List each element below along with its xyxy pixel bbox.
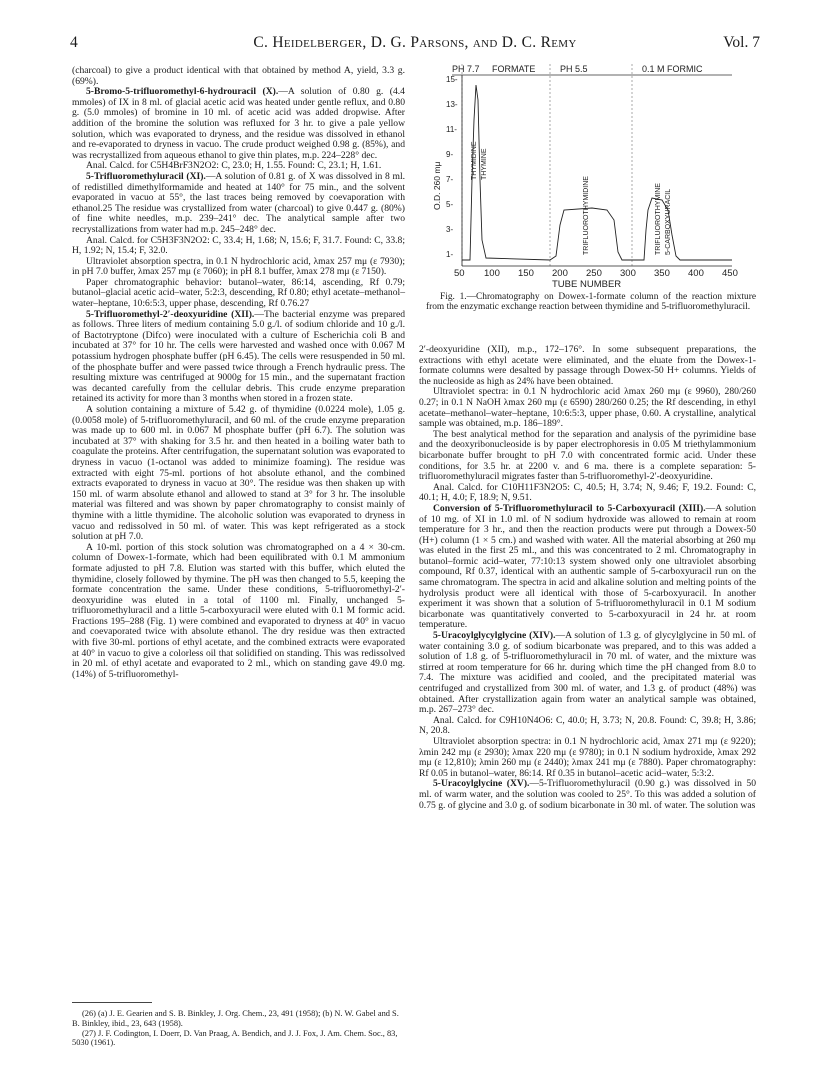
- paragraph: 5-Uracoylglycine (XV).—5-Trifluoromethyluracil (0.90 g.) was dissolved in 50 ml. of warm water, and the solution was cooled to 25°. To this was added a solution of 0.75 g. of glycine and 3.0 g. of sodium bicarbonate in 30 ml. of water. The solution was: [419, 778, 757, 811]
- region-label: 0.1 M FORMIC: [642, 64, 703, 74]
- section-heading: 5-Uracoylglycylglycine (XIV).: [433, 630, 556, 642]
- y-tick-label: 15-: [446, 75, 458, 84]
- section-heading: Conversion of 5-Trifluoromethyluracil to 5-Carboxyuracil (XIII).: [433, 502, 706, 514]
- paragraph: Paper chromatographic behavior: butanol–water, 86:14, ascending, Rf 0.79; butanol–glacial acetic acid–water, 5:2:3, descending, Rf 0.80; ethyl acetate–methanol–water–heptane, 10:6:5:3, upper phase, descending, Rf 0.76.27: [72, 276, 405, 310]
- y-tick-label: 5-: [446, 200, 454, 209]
- section-heading: 5-Trifluoromethyl-2′-deoxyuridine (XII).: [86, 308, 255, 320]
- y-tick-label: 11-: [446, 125, 457, 134]
- running-authors: C. Heidelberger, D. G. Parsons, and D. C. Remy: [253, 34, 577, 51]
- left-column: [72, 66, 405, 680]
- x-tick-label: 400: [688, 268, 704, 279]
- volume-label: Vol. 7: [723, 34, 760, 51]
- peak-label: THYMIDINE: [471, 141, 478, 180]
- y-tick-label: 1-: [446, 250, 454, 259]
- paragraph: 5-Bromo-5-trifluoromethyl-6-hydrouracil (X).—A solution of 0.80 g. (4.4 mmoles) of IX in 8 ml. of glacial acetic acid was heated under gentle reflux, and 0.80 g. (5.0 mmoles) of bromine in 10 ml. of acetic acid was added dropwise. After addition of the bromine the solution was refluxed for 3 hr. to give a pale yellow solution, which was evaporated to dryness, and the residue was dissolved in ethanol and re-evaporated to dryness in vacuo. The crude product weighed 0.98 g. (85%), and was recrystallized from aqueous ethanol to give thin plates, m.p. 224–228° dec.: [72, 86, 405, 161]
- paragraph: Conversion of 5-Trifluoromethyluracil to 5-Carboxyuracil (XIII).—A solution of 10 mg. of XI in 1.0 ml. of N sodium hydroxide was allowed to remain at room temperature for 3 hr., and then the reaction products were put through a Dowex-50 (H+) column (1 × 5 cm.) and washed with water. All the material absorbing at 260 mμ was eluted in the first 25 ml., and this was concentrated to 2 ml. Chromatography in butanol–formic acid–water, 77:10:13 system showed only one ultraviolet absorbing compound, Rf 0.37, identical with an authentic sample of 5-carboxyuracil run on the same chromatogram. The spectra in acid and alkaline solution and melting points of the hydrolysis product were all identical with those of 5-carboxyuracil. In another experiment it was shown that a solution of 5-trifluoromethyluracil in 0.1 M sodium bicarbonate was quantitatively converted to 5-carboxyuracil in 24 hr. at room temperature.: [419, 502, 756, 631]
- chromatography-figure: [432, 60, 760, 288]
- x-tick-label: 150: [518, 268, 534, 279]
- right-column: [419, 345, 756, 811]
- analysis-line: Anal. Calcd. for C5H3F3N2O2: C, 33.4; H, 1.68; N, 15.6; F, 31.7. Found: C, 33.8; H, 1.92; N, 15.4; F, 32.0.: [72, 234, 405, 257]
- figure-caption: [426, 292, 756, 313]
- peak-label: TRIFLUOROTHYMIDINE: [583, 176, 590, 255]
- footnotes: [72, 1002, 405, 1048]
- section-heading: 5-Uracoylglycine (XV).: [433, 778, 530, 790]
- x-tick-label: 450: [722, 268, 738, 279]
- paragraph: 5-Uracoylglycylglycine (XIV).—A solution of 1.3 g. of glycylglycine in 50 ml. of water containing 3.0 g. of sodium bicarbonate was prepared, and to this was added a solution of 1.8 g. of 5-trifluoromethyluracil in 70 ml. of water, and the mixture was stirred at room temperature for 66 hr. during which time the pH changed from 8.0 to 7.4. The mixture was acidified and cooled, and the precipitated material was centrifuged and crystallized from 300 ml. of water, and 1.3 g. of product (48%) was obtained. After crystallization again from water an analytical sample was obtained, m.p. 267–273° dec.: [419, 630, 757, 716]
- paragraph: Ultraviolet absorption spectra, in 0.1 N hydrochloric acid, λmax 257 mμ (ε 7930); in pH 7.0 buffer, λmax 257 mμ (ε 7060); in pH 8.1 buffer, λmax 278 mμ (ε 7150).: [72, 255, 405, 278]
- paragraph: Ultraviolet absorption spectra: in 0.1 N hydrochloric acid, λmax 271 mμ (ε 9220); λmin 242 mμ (ε 2930); λmax 220 mμ (ε 9780); in 0.1 N sodium hydroxide, λmax 292 mμ (ε 12,810); λmin 260 mμ (ε 2440); λmax 241 mμ (ε 7880). Paper chromatography: Rf 0.05 in butanol–water, 86:14. Rf 0.35 in butanol–acetic acid–water, 5:3:2.: [419, 735, 756, 779]
- paragraph: 5-Trifluoromethyluracil (XI).—A solution of 0.81 g. of X was dissolved in 8 ml. of redistilled dimethylformamide and heated at 140° for 75 min., and the solvent evaporated in vacuo at 55°, the last traces being removed by coevaporation with ethanol.25 The residue was crystallized from water (charcoal) to give 0.447 g. (80%) of fine white needles, m.p. 239–241° dec. The analytical sample after two recrystallizations from water had m.p. 245–248° dec.: [72, 170, 406, 235]
- elution-curve: [462, 85, 732, 260]
- region-label: PH 7.7: [452, 64, 480, 74]
- analysis-line: Anal. Calcd. for C9H10N4O6: C, 40.0; H, 3.73; N, 20.8. Found: C, 39.8; H, 3.86; N, 20.8.: [419, 714, 756, 737]
- x-tick-label: 350: [654, 268, 670, 279]
- analysis-line: Anal. Calcd. for C5H4BrF3N2O2: C, 23.0; H, 1.55. Found: C, 23.1; H, 1.61.: [86, 160, 382, 172]
- region-label: PH 5.5: [560, 64, 588, 74]
- y-tick-label: 3-: [446, 225, 454, 234]
- y-axis-label: O.D. 260 mμ: [432, 161, 442, 210]
- peak-label: 5-CARBOXYURACIL: [665, 188, 672, 255]
- region-label: FORMATE: [492, 64, 536, 74]
- x-tick-label: 50: [454, 268, 465, 279]
- analysis-line: Anal. Calcd. for C10H11F3N2O5: C, 40.5; H, 3.74; N, 9.46; F, 19.2. Found: C, 40.1; H, 4.0; F, 18.9; N, 9.51.: [419, 481, 756, 504]
- footnote-rule: [72, 1002, 152, 1003]
- peak-label: TRIFLUOROTHYMINE: [655, 183, 662, 255]
- footnote: (27) J. F. Codington, I. Doerr, D. Van Praag, A. Bendich, and J. J. Fox, J. Am. Chem. Soc., 83, 5030 (1961).: [72, 1028, 398, 1048]
- paragraph: A solution containing a mixture of 5.42 g. of thymidine (0.0224 mole), 1.05 g. (0.0058 mole) of 5-trifluoromethyluracil, and 60 ml. of the crude enzyme preparation was made up to 600 ml. in 0.067 M phosphate buffer (pH 6.7). The solution was incubated at 37° with shaking for 3.5 hr. and then heated in a boiling water bath to coagulate the proteins. After centrifugation, the supernatant solution was evaporated to dryness in vacuo (1-octanol was added to minimize foaming). The residue was extracted with eight 75-ml. portions of hot absolute ethanol, and the combined extracts evaporated to dryness in vacuo at 30°. The residue was then shaken up with 150 ml. of warm absolute ethanol and allowed to stand at 3° for 3 hr. The insoluble material was filtered and was shown by paper chromatography to consist mainly of thymine with a little thymidine. The alcoholic solution was evaporated to dryness in vacuo and redissolved in 50 ml. of water. This was kept refrigerated as a stock solution at pH 7.0.: [72, 404, 406, 543]
- x-tick-label: 300: [620, 268, 636, 279]
- peak-label: THYMINE: [481, 148, 488, 180]
- section-heading: 5-Trifluoromethyluracil (XI).: [86, 170, 206, 182]
- paragraph: 5-Trifluoromethyl-2′-deoxyuridine (XII).—The bacterial enzyme was prepared as follows. Three liters of medium containing 5.0 g./l. of sodium chloride and 10 g./l. of Bactotryptone (Difco) were inoculated with a culture of Escherichia coli B and incubated at 37° for 10 hr. The cells were harvested and washed once with 0.067 M potassium hydrogen phosphate buffer (pH 6.45). The cells were resuspended in 50 ml. of the phosphate buffer and were passed twice through a French hydraulic press. The resulting mixture was centrifuged at 9000g for 15 min., and the supernatant fraction was decanted carefully from the cellular debris. This crude enzyme preparation retained its activity for more than 3 months when stored in a frozen state.: [72, 308, 405, 405]
- paragraph: (charcoal) to give a product identical with that obtained by method A, yield, 3.3 g. (69%).: [72, 65, 405, 87]
- caption-text: Fig. 1.—Chromatography on Dowex-1-formate column of the reaction mixture from the enzymatic exchange reaction between thymidine and 5-trifluoromethyluracil.: [426, 292, 756, 313]
- page-number: 4: [70, 34, 78, 51]
- y-tick-label: 9-: [446, 150, 454, 159]
- x-tick-label: 250: [586, 268, 602, 279]
- x-tick-label: 200: [552, 268, 568, 279]
- section-heading: 5-Bromo-5-trifluoromethyl-6-hydrouracil (X).: [86, 86, 279, 98]
- footnote: (26) (a) J. E. Gearien and S. B. Binkley, J. Org. Chem., 23, 491 (1958); (b) N. W. Gabel and S. B. Binkley, ibid., 23, 643 (1958).: [72, 1009, 399, 1028]
- x-axis-label: TUBE NUMBER: [552, 279, 622, 288]
- paragraph: A 10-ml. portion of this stock solution was chromatographed on a 4 × 30-cm. column of Dowex-1-formate, which had been equilibrated with 0.1 M ammonium formate adjusted to pH 7.8. Elution was started with this buffer, which eluted the thymidine, closely followed by thymine. The pH was then changed to 5.5, keeping the formate concentration the same. Under these conditions, 5-trifluoromethyl-2′-deoxyuridine was eluted in a total of 1100 ml. Finally, unchanged 5-trifluoromethyluracil and a little 5-carboxyuracil were eluted with 0.1 M formic acid. Fractions 195–288 (Fig. 1) were combined and evaporated to dryness at 40° in vacuo and coevaporated twice with absolute ethanol. The dry residue was then extracted with five 30-ml. portions of ethyl acetate, and the combined extracts were evaporated at 40° in vacuo to give a colorless oil that solidified on standing. This was redissolved in 20 ml. of ethyl acetate and evaporated to 2 ml., which on standing gave 49.0 mg. (14%) of 5-trifluoromethyl-: [72, 541, 405, 680]
- paragraph: The best analytical method for the separation and analysis of the pyrimidine base and the deoxyribonucleoside is by paper electrophoresis in 0.05 M triethylammonium bicarbonate buffer brought to pH 7.0 with concentrated formic acid. Under these conditions, for 3.5 hr. at 2200 v. and 6 ma. there is a complete separation: 5-trifluoromethyluracil migrates faster than 5-trifluoromethyl-2′-deoxyuridine.: [419, 428, 756, 483]
- y-tick-label: 7-: [446, 175, 454, 184]
- paragraph: 2′-deoxyuridine (XII), m.p., 172–176°. In some subsequent preparations, the extractions with ethyl acetate were eliminated, and the eluate from the Dowex-1-formate columns were desalted by passage through Dowex-50 H+ columns. Yields of the nucleoside as high as 24% have been obtained.: [419, 344, 756, 387]
- x-tick-label: 100: [484, 268, 500, 279]
- y-tick-label: 13-: [446, 100, 458, 109]
- paragraph: Ultraviolet spectra: in 0.1 N hydrochloric acid λmax 260 mμ (ε 9960), 280/260 0.27; in 0.1 N NaOH λmax 260 mμ (ε 6590) 280/260 0.25; the Rf descending, in ethyl acetate–methanol–water–heptane, 10:6:5:3, upper phase, 0.60. A crystalline, analytical sample was obtained, m.p. 186–189°.: [419, 386, 756, 430]
- page-header: [70, 34, 760, 52]
